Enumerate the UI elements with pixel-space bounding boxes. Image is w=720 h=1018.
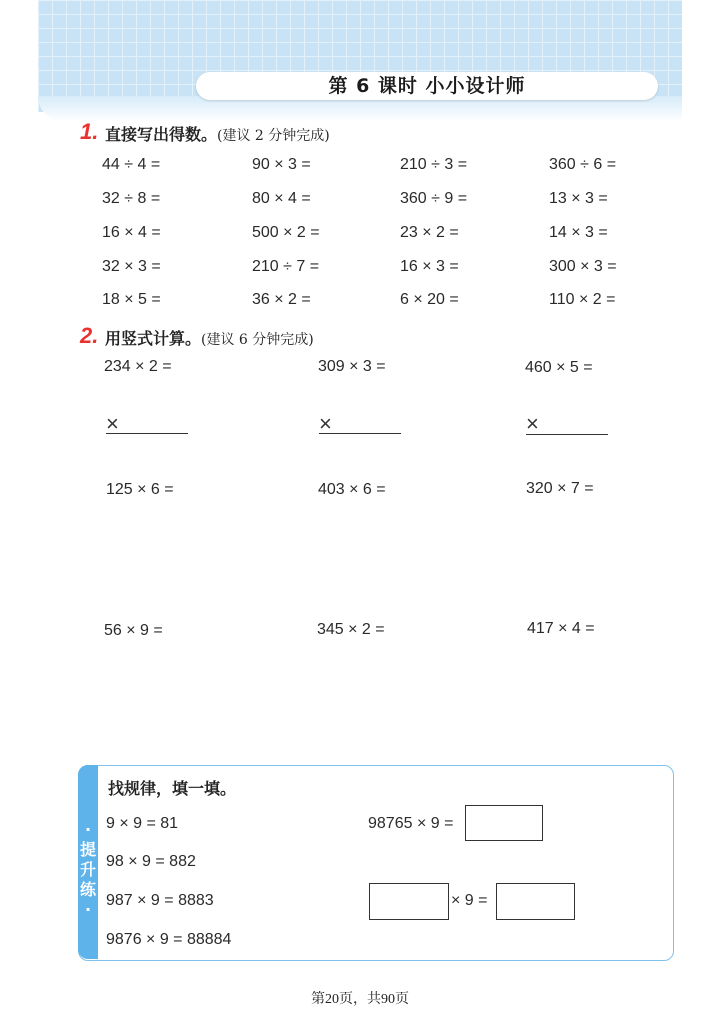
vertical-problem: 234 × 2 = [104, 358, 172, 375]
section-2-title-text: 用竖式计算。 [105, 329, 202, 348]
section-1-title [105, 122, 330, 145]
mental-problem: 32 × 3 = [102, 258, 161, 275]
mental-problem: 6 × 20 = [400, 291, 459, 308]
mental-problem: 23 × 2 = [400, 224, 459, 241]
section-1-title-text: 直接写出得数。 [105, 125, 218, 144]
mental-problem: 32 ÷ 8 = [102, 190, 161, 207]
section-2-number: 2. [80, 323, 99, 348]
pattern-line: 98 × 9 = 882 [106, 853, 196, 870]
answer-box-1[interactable] [465, 805, 543, 841]
vertical-calc-line [106, 433, 188, 434]
mental-problem: 210 ÷ 7 = [252, 258, 320, 275]
mental-problem: 18 × 5 = [102, 291, 161, 308]
question-1-text: 98765 × 9 = [368, 815, 454, 832]
vertical-calc-line [526, 434, 608, 435]
extension-title: 找规律，填一填。 [108, 779, 237, 798]
vertical-problem: 320 × 7 = [526, 480, 594, 497]
section-1-hint: (建议 2 分钟完成) [217, 128, 330, 144]
mental-problem: 13 × 3 = [549, 190, 608, 207]
mental-problem: 16 × 3 = [400, 258, 459, 275]
mental-problem: 110 × 2 = [549, 291, 616, 308]
mental-problem: 360 ÷ 6 = [549, 156, 617, 173]
pattern-line: 987 × 9 = 8883 [106, 892, 214, 909]
mental-problem: 14 × 3 = [549, 224, 608, 241]
vertical-problem: 56 × 9 = [104, 622, 163, 639]
answer-box-3[interactable] [496, 883, 575, 920]
multiply-sign: × [106, 411, 119, 436]
vertical-calc-line [319, 433, 401, 434]
vertical-problem: 417 × 4 = [527, 620, 595, 637]
lesson-title: 第 6 课时 小小设计师 [328, 75, 526, 97]
section-1-number: 1. [80, 119, 99, 144]
vertical-problem: 345 × 2 = [317, 621, 385, 638]
pattern-line: 9876 × 9 = 88884 [106, 931, 232, 948]
mental-problem: 36 × 2 = [252, 291, 311, 308]
mental-problem: 16 × 4 = [102, 224, 161, 241]
pattern-line: 9 × 9 = 81 [106, 815, 179, 832]
vertical-problem: 403 × 6 = [318, 481, 386, 498]
extension-tab-label [78, 820, 98, 920]
mental-problem: 210 ÷ 3 = [400, 156, 468, 173]
question-2-op: × 9 = [451, 892, 488, 909]
multiply-sign: × [319, 411, 332, 436]
mental-problem: 44 ÷ 4 = [102, 156, 161, 173]
section-2-title [105, 326, 314, 349]
mental-problem: 80 × 4 = [252, 190, 311, 207]
vertical-problem: 309 × 3 = [318, 358, 386, 375]
extension-tab-text: ·提升练· [79, 820, 96, 919]
mental-problem: 500 × 2 = [252, 224, 320, 241]
vertical-problem: 460 × 5 = [525, 359, 593, 376]
vertical-problem: 125 × 6 = [106, 481, 174, 498]
mental-problem: 360 ÷ 9 = [400, 190, 468, 207]
section-2-hint: (建议 6 分钟完成) [201, 332, 314, 348]
answer-box-2[interactable] [369, 883, 449, 920]
mental-problem: 300 × 3 = [549, 258, 617, 275]
multiply-sign: × [526, 411, 539, 436]
mental-problem: 90 × 3 = [252, 156, 311, 173]
page-number: 第20页，共90页 [311, 992, 409, 1007]
